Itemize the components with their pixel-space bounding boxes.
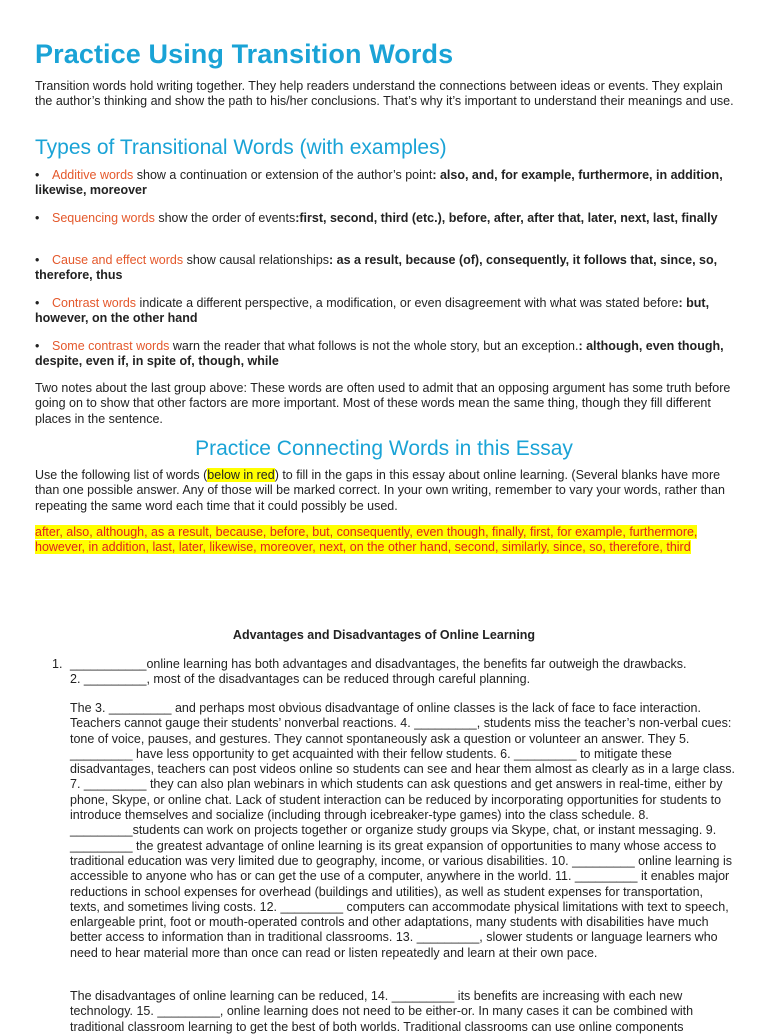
bullet-examples: :first, second, third (etc.), before, after, after that, later, next, last, finally — [295, 211, 718, 225]
bullet-term: Additive words — [52, 168, 134, 182]
types-heading: Types of Transitional Words (with examples) — [35, 136, 447, 159]
bullet-dot-icon: • — [35, 211, 40, 225]
bullet-desc: show a continuation or extension of the author’s point — [133, 168, 433, 182]
instructions-highlight: below in red — [207, 468, 275, 482]
instructions-before: Use the following list of words ( — [35, 468, 208, 482]
bullet-examples: : but, however, on the other hand — [35, 296, 710, 326]
essay-title: Advantages and Disadvantages of Online Learning — [232, 628, 536, 642]
word-list-text: after, also, although, as a result, because, before, but, consequently, even though, finally, first, for example, furthermore, however, in addition, last, later, likewise, moreover, next, on the other hand, second, similarly, since, so, therefore, third — [35, 525, 698, 555]
bullet-desc: show causal relationships — [183, 253, 330, 267]
bullet-examples: : as a result, because (of), consequently, it follows that, since, so, therefore, thus — [35, 253, 718, 283]
intro-paragraph: Transition words hold writing together. They help readers understand the connections between ideas or events. They explain the author’s thinking and show the path to his/her conclusions. That’s why it’s important to understand their meanings and use. — [35, 79, 734, 109]
bullet-term: Cause and effect words — [52, 253, 184, 267]
essay-paragraph-2: The disadvantages of online learning can be reduced, 14. _________ its benefits are increasing with each new technology. 15. _________, online learning does not need to be either-or. In many cases it can be combined with traditional classroom learning to get the best of both worlds. Traditional classrooms can use online components — [70, 989, 694, 1034]
bullet-examples: : also, and, for example, furthermore, in addition, likewise, moreover — [35, 168, 723, 198]
bullet-desc: warn the reader that what follows is not the whole story, but an exception. — [169, 339, 579, 353]
bullet-dot-icon: • — [35, 339, 40, 353]
notes-paragraph: Two notes about the last group above: These words are often used to admit that an opposing argument has some truth before going on to show that other factors are more important. Most of these words mean the same thing, though they fill different places in the sentence. — [35, 381, 731, 426]
word-list — [35, 525, 735, 556]
bullet-dot-icon: • — [35, 253, 40, 267]
bullet-examples: : although, even though, despite, even if, in spite of, though, while — [35, 339, 724, 369]
bullet-cause-effect — [35, 253, 725, 284]
practice-heading: Practice Connecting Words in this Essay — [195, 437, 573, 460]
essay-item-1: ___________online learning has both advantages and disadvantages, the benefits far outweigh the drawbacks. — [70, 657, 687, 671]
bullet-some-contrast — [35, 339, 725, 370]
bullet-desc: indicate a different perspective, a modification, or even disagreement with what was stated before — [136, 296, 679, 310]
instructions-paragraph — [35, 468, 735, 514]
essay-item-number: 1. — [52, 657, 63, 671]
bullet-contrast — [35, 296, 725, 327]
bullet-desc: show the order of events — [154, 211, 296, 225]
bullet-sequencing — [35, 211, 725, 226]
bullet-dot-icon: • — [35, 296, 40, 310]
instructions-after: ) to fill in the gaps in this essay about online learning. (Several blanks have more than one possible answer. Any of those will be marked correct. In your own writing, remember to vary your words, rather than repeating the same word each time that it could possibly be used. — [35, 468, 725, 513]
bullet-additive — [35, 168, 725, 199]
page-title: Practice Using Transition Words — [35, 39, 454, 69]
bullet-term: Contrast words — [52, 296, 137, 310]
essay-item-2: 2. _________, most of the disadvantages can be reduced through careful planning. — [70, 672, 531, 686]
bullet-term: Sequencing words — [52, 211, 155, 225]
bullet-term: Some contrast words — [52, 339, 170, 353]
bullet-dot-icon: • — [35, 168, 40, 182]
essay-paragraph-1: The 3. _________ and perhaps most obvious disadvantage of online classes is the lack of face to face interaction. Teachers cannot gauge their students’ nonverbal reactions. 4. _________, students miss the teacher’s non-verbal cues: tone of voice, pauses, and gestures. They cannot spontaneously ask a question or volunteer an answer. They 5. _________ have less opportunity to get acquainted with their fellow students. 6. _________ to mitigate these disadvantages, teachers can post videos online so students can see and hear them almost as clearly as in a large class. 7. _________ they can also plan webinars in which students can ask questions and get answers in real-time, either by phone, Skype, or online chat. Lack of student interaction can be reduced by incorporating opportunities for students to introduce themselves and socialize (including through icebreaker-type games) into the class schedule. 8. _________students can work on projects together or organize study groups via Skype, chat, or instant messaging. 9. _________ the greatest advantage of online learning is its great expansion of opportunities to many whose access to traditional education was very limited due to geography, income, or various disabilities. 10. _________ online learning is accessible to anyone who has or can get the use of a computer, anywhere in the world. 11. _________ it enables major reductions in school expenses for overhead (buildings and utilities), as well as student expenses for transportation, texts, and sometimes living costs. 12. _________ computers can accommodate physical limitations with text to speech, enlargeable print, foot or mouth-operated controls and other adaptations, many students with disabilities have much better access to information than in traditional classrooms. 13. _________, slower students or language learners who need to hear material more than once can read or listen repeatedly and learn at their own pace. — [70, 701, 735, 960]
